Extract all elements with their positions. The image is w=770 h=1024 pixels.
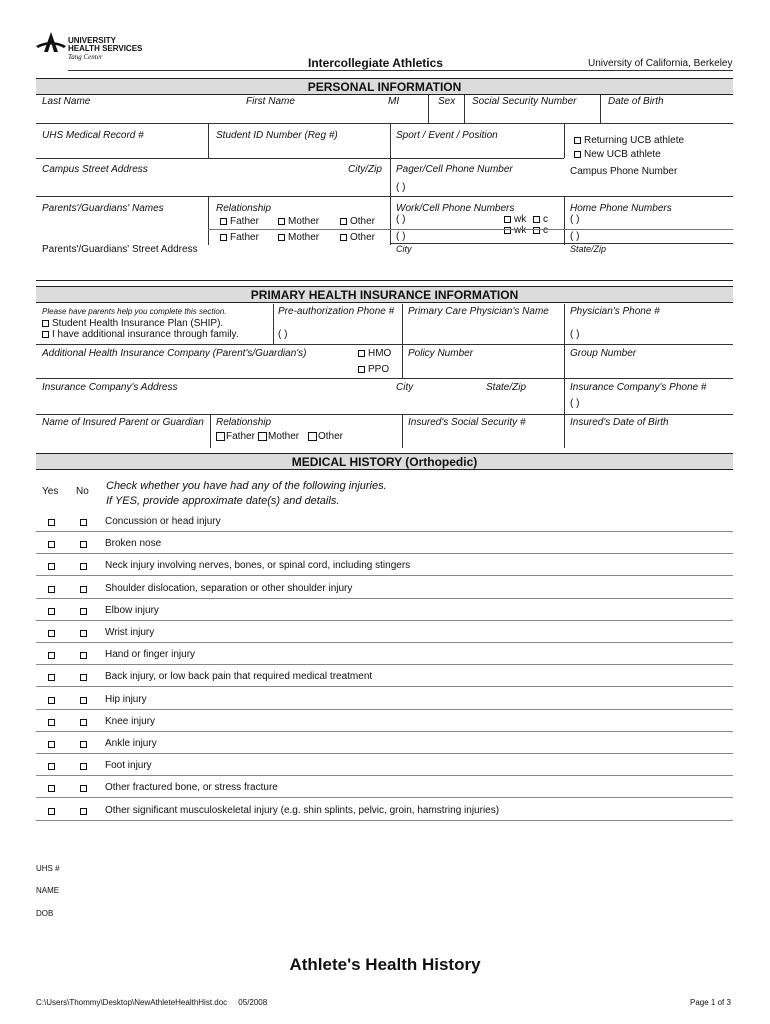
personal-info-title: PERSONAL INFORMATION (307, 80, 462, 94)
company-address-label: Insurance Company's Address (42, 382, 178, 393)
uhs-record-label: UHS Medical Record # (42, 130, 144, 141)
insured-other-checkbox[interactable] (308, 432, 317, 441)
injury-yes-checkbox[interactable] (48, 519, 55, 526)
logo-line1: UNIVERSITY (68, 36, 117, 45)
mother-checkbox-2[interactable] (278, 234, 285, 241)
preauth-area[interactable]: ( ) (278, 329, 288, 340)
injury-no-checkbox[interactable] (80, 630, 87, 637)
injury-yes-checkbox[interactable] (48, 652, 55, 659)
injury-label: Knee injury (105, 716, 156, 727)
injury-label: Foot injury (105, 760, 152, 771)
wk-c-option-1[interactable]: wk c (504, 214, 548, 225)
hmo-checkbox[interactable] (358, 350, 365, 357)
wk-c-option-2[interactable]: wk c (504, 225, 548, 236)
ppo-checkbox[interactable] (358, 366, 365, 373)
ship-option[interactable]: Student Health Insurance Plan (SHIP). (42, 318, 223, 329)
injury-row-divider (36, 797, 733, 798)
injury-label: Ankle injury (105, 738, 157, 749)
additional-company-label: Additional Health Insurance Company (Parent's/Guardian's) (42, 348, 307, 359)
injury-no-checkbox[interactable] (80, 741, 87, 748)
insured-other-option[interactable]: Other (308, 431, 343, 442)
injury-row-divider (36, 642, 733, 643)
injury-label: Other fractured bone, or stress fracture (105, 782, 278, 793)
insured-father-checkbox[interactable] (216, 432, 225, 441)
injury-no-checkbox[interactable] (80, 785, 87, 792)
injury-no-checkbox[interactable] (80, 763, 87, 770)
other-option-2[interactable]: Other (340, 232, 375, 243)
injury-row-divider (36, 820, 733, 821)
injury-yes-checkbox[interactable] (48, 808, 55, 815)
insured-relationship-label: Relationship (216, 417, 272, 428)
work-phone-label: Work/Cell Phone Numbers (396, 203, 515, 214)
injury-no-checkbox[interactable] (80, 719, 87, 726)
father-checkbox-2[interactable] (220, 234, 227, 241)
physician-phone-label: Physician's Phone # (570, 306, 660, 317)
injury-row-divider (36, 731, 733, 732)
pager-phone-area[interactable]: ( ) (396, 182, 406, 193)
mother-checkbox-1[interactable] (278, 218, 285, 225)
injury-no-checkbox[interactable] (80, 652, 87, 659)
relationship-label: Relationship (216, 203, 272, 214)
additional-ins-option[interactable]: I have additional insurance through family. (42, 329, 239, 340)
ship-checkbox[interactable] (42, 320, 49, 327)
company-city-label: City (396, 382, 414, 393)
preauth-label: Pre-authorization Phone # (278, 306, 395, 317)
parents-city-label: City (396, 244, 412, 254)
injury-label: Neck injury involving nerves, bones, or spinal cord, including stingers (105, 560, 411, 571)
parents-address-label: Parents'/Guardians' Street Address (42, 244, 198, 255)
last-name-label: Last Name (42, 96, 91, 107)
campus-phone-label: Campus Phone Number (570, 166, 678, 177)
ssn-label: Social Security Number (472, 96, 577, 107)
injury-label: Elbow injury (105, 605, 159, 616)
new-athlete-checkbox[interactable] (574, 151, 581, 158)
c-checkbox-2[interactable] (533, 227, 540, 234)
injury-row-divider (36, 775, 733, 776)
ppo-option[interactable]: PPO (358, 364, 389, 375)
mother-option-2[interactable]: Mother (278, 232, 319, 243)
injury-label: Other significant musculoskeletal injury (e.g. shin splints, pelvic, groin, hamstring injuries) (105, 805, 500, 816)
work-phone-area-2[interactable]: ( ) (396, 231, 406, 242)
insured-dob-label: Insured's Date of Birth (570, 417, 669, 428)
group-number-label: Group Number (570, 348, 637, 359)
father-option-2[interactable]: Father (220, 232, 259, 243)
injury-yes-checkbox[interactable] (48, 674, 55, 681)
injury-yes-checkbox[interactable] (48, 608, 55, 615)
injury-no-checkbox[interactable] (80, 674, 87, 681)
logo-line3: Tang Center (68, 53, 103, 61)
parents-state-zip-label: State/Zip (570, 244, 607, 254)
father-checkbox-1[interactable] (220, 218, 227, 225)
returning-checkbox[interactable] (574, 137, 581, 144)
injury-yes-checkbox[interactable] (48, 741, 55, 748)
injury-label: Hand or finger injury (105, 649, 196, 660)
father-option-1[interactable]: Father (220, 216, 259, 227)
logo (34, 28, 154, 74)
physician-phone-area[interactable]: ( ) (570, 329, 580, 340)
injury-no-checkbox[interactable] (80, 608, 87, 615)
medical-instruction-2: If YES, provide approximate date(s) and details. (106, 495, 340, 507)
injury-row-divider (36, 575, 733, 576)
injury-row-divider (36, 531, 733, 532)
footer-page-number: Page 1 of 3 (690, 998, 731, 1007)
additional-ins-checkbox[interactable] (42, 331, 49, 338)
parents-names-label: Parents'/Guardians' Names (42, 203, 164, 214)
other-option-1[interactable]: Other (340, 216, 375, 227)
injury-yes-checkbox[interactable] (48, 541, 55, 548)
injury-label: Back injury, or low back pain that required medical treatment (105, 671, 373, 682)
returning-athlete-option[interactable]: Returning UCB athlete (574, 135, 684, 146)
other-checkbox-2[interactable] (340, 234, 347, 241)
mother-option-1[interactable]: Mother (278, 216, 319, 227)
footer-title: Athlete's Health History (289, 955, 481, 974)
insured-mother-checkbox[interactable] (258, 432, 267, 441)
injury-row-divider (36, 664, 733, 665)
injury-row-divider (36, 686, 733, 687)
insurance-title-band (36, 286, 733, 303)
injury-label: Broken nose (105, 538, 162, 549)
injury-yes-checkbox[interactable] (48, 586, 55, 593)
injury-label: Concussion or head injury (105, 516, 221, 527)
injury-yes-checkbox[interactable] (48, 630, 55, 637)
medical-instruction-1: Check whether you have had any of the following injuries. (106, 480, 387, 492)
insured-father-option[interactable]: Father (216, 431, 255, 442)
company-phone-area[interactable]: ( ) (570, 398, 580, 409)
new-athlete-option[interactable]: New UCB athlete (574, 149, 661, 160)
other-checkbox-1[interactable] (340, 218, 347, 225)
insurance-band (36, 280, 733, 282)
home-phone-area-2[interactable]: ( ) (570, 231, 580, 242)
injury-row-divider (36, 709, 733, 710)
ucb-logo-icon (34, 30, 68, 60)
form-right-title: University of California, Berkeley (588, 58, 733, 69)
hmo-option[interactable]: HMO (358, 348, 391, 359)
insurance-instructions: Please have parents help you complete this section. (42, 307, 227, 316)
injury-yes-checkbox[interactable] (48, 719, 55, 726)
personal-info-band (36, 78, 733, 95)
campus-address-label: Campus Street Address (42, 164, 148, 175)
medical-history-title: MEDICAL HISTORY (Orthopedic) (291, 455, 478, 469)
form-center-title: Intercollegiate Athletics (308, 56, 443, 70)
footer-name-label: NAME (36, 886, 60, 895)
dob-label: Date of Birth (608, 96, 664, 107)
c-checkbox-1[interactable] (533, 216, 540, 223)
logo-line2: HEALTH SERVICES (68, 44, 143, 53)
injury-yes-checkbox[interactable] (48, 763, 55, 770)
injury-row-divider (36, 620, 733, 621)
footer-dob-label: DOB (36, 909, 54, 918)
injury-no-checkbox[interactable] (80, 541, 87, 548)
sex-label: Sex (438, 96, 456, 107)
injury-label: Wrist injury (105, 627, 155, 638)
insured-mother-option[interactable]: Mother (258, 431, 299, 442)
first-name-label: First Name (246, 96, 295, 107)
wk-checkbox-2[interactable] (504, 227, 511, 234)
company-phone-label: Insurance Company's Phone # (570, 382, 707, 393)
pcp-name-label: Primary Care Physician's Name (408, 306, 549, 317)
insured-ssn-label: Insured's Social Security # (408, 417, 526, 428)
pager-phone-label: Pager/Cell Phone Number (396, 164, 513, 175)
footer-file-path: C:\Users\Thommy\Desktop\NewAthleteHealthHist.doc 05/2008 (36, 998, 268, 1007)
yes-header: Yes (42, 486, 59, 497)
sport-label: Sport / Event / Position (396, 130, 498, 141)
injury-label: Hip injury (105, 694, 147, 705)
injury-label: Shoulder dislocation, separation or other shoulder injury (105, 583, 353, 594)
wk-checkbox-1[interactable] (504, 216, 511, 223)
injury-row-divider (36, 553, 733, 554)
injury-yes-checkbox[interactable] (48, 563, 55, 570)
home-phone-label: Home Phone Numbers (570, 203, 672, 214)
no-header: No (76, 486, 89, 497)
header-rule (68, 70, 733, 71)
medical-history-band (36, 453, 733, 470)
injury-row-divider (36, 598, 733, 599)
injury-row-divider (36, 753, 733, 754)
home-phone-area-1[interactable]: ( ) (570, 214, 580, 225)
injury-no-checkbox[interactable] (80, 697, 87, 704)
injury-no-checkbox[interactable] (80, 808, 87, 815)
mi-label: MI (388, 96, 400, 107)
city-zip-label: City/Zip (348, 164, 382, 175)
insurance-title: PRIMARY HEALTH INSURANCE INFORMATION (250, 288, 519, 302)
policy-number-label: Policy Number (408, 348, 474, 359)
injury-no-checkbox[interactable] (80, 563, 87, 570)
injury-yes-checkbox[interactable] (48, 697, 55, 704)
work-phone-area-1[interactable]: ( ) (396, 214, 406, 225)
footer-uhs-label: UHS # (36, 864, 60, 873)
injury-no-checkbox[interactable] (80, 586, 87, 593)
injury-yes-checkbox[interactable] (48, 785, 55, 792)
student-id-label: Student ID Number (Reg #) (216, 130, 338, 141)
company-state-zip-label: State/Zip (486, 382, 527, 393)
insured-name-label: Name of Insured Parent or Guardian (42, 417, 204, 428)
injury-no-checkbox[interactable] (80, 519, 87, 526)
